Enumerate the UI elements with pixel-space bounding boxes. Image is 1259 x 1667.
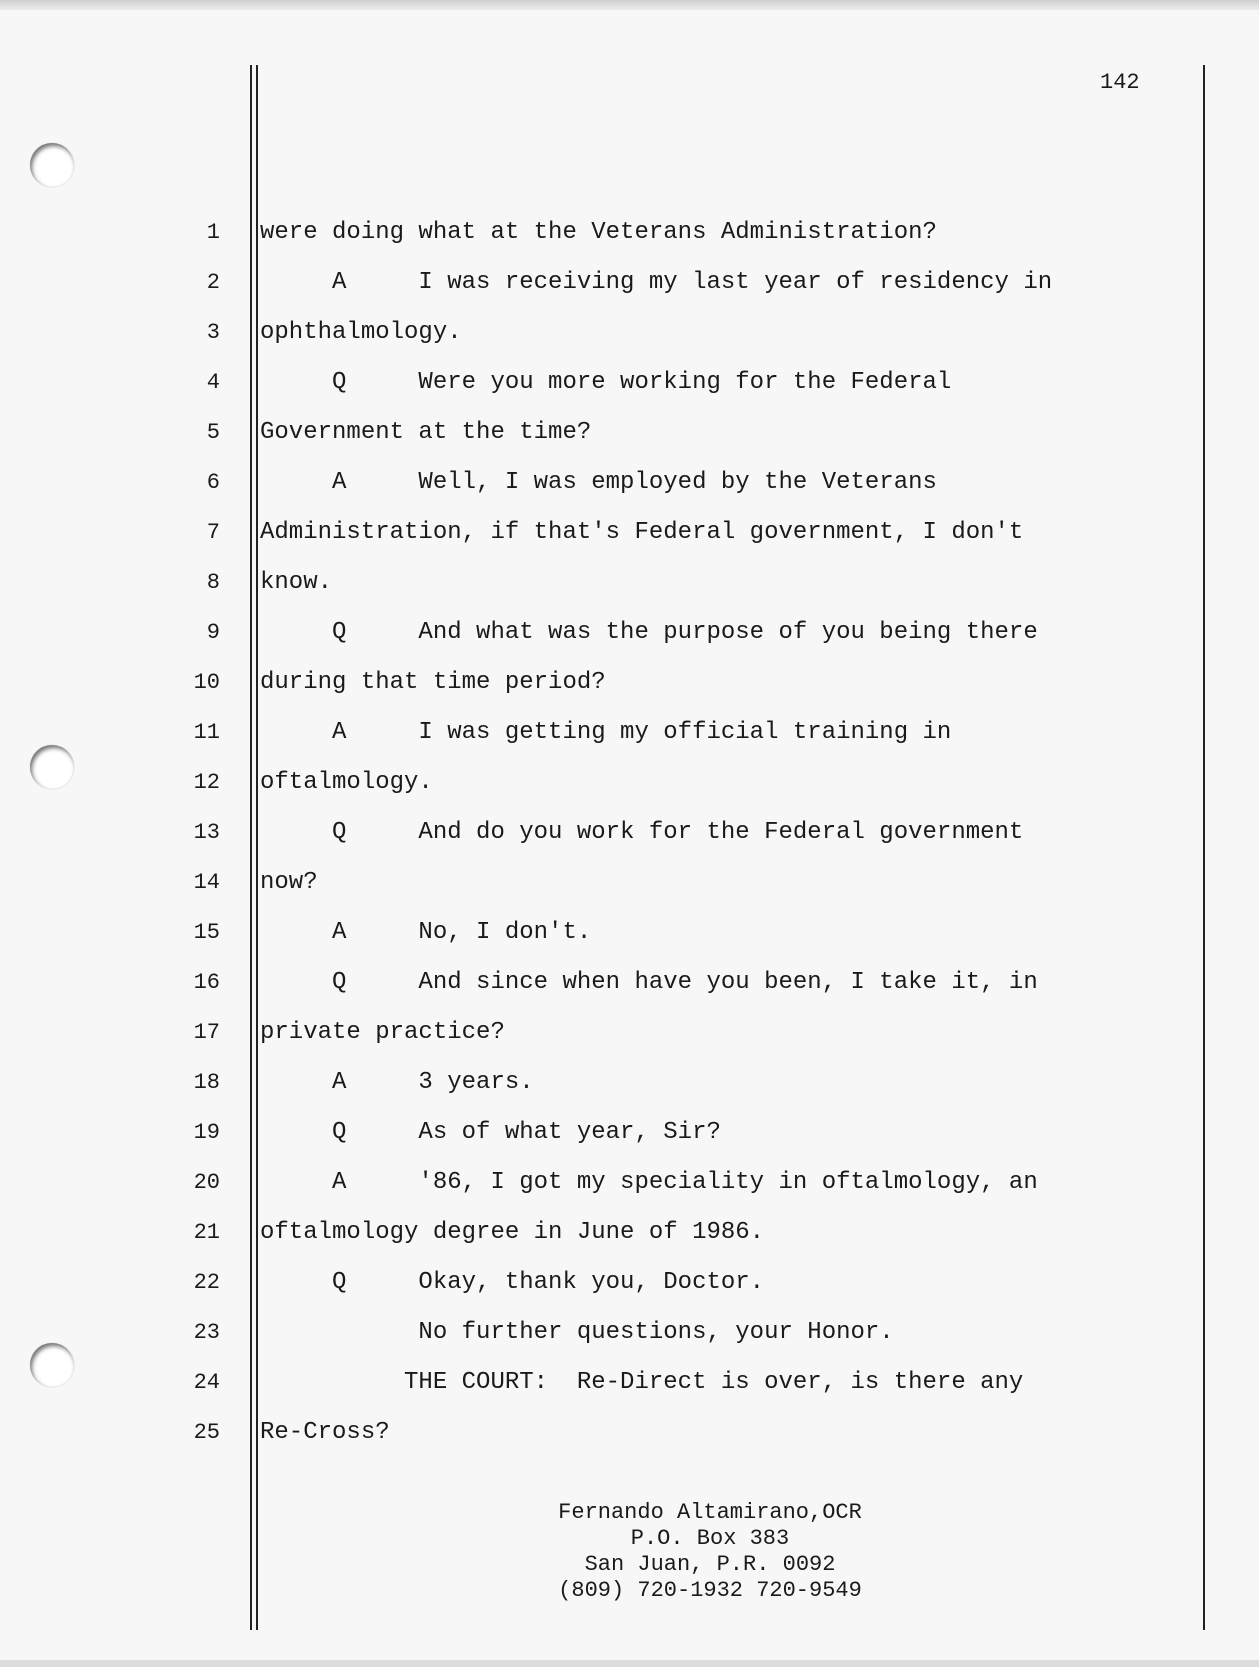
line-number: 8 [206,570,220,595]
transcript-line: ophthalmology. [260,319,462,346]
reporter-name: Fernando Altamirano,OCR [558,1500,862,1525]
line-number: 22 [193,1270,220,1295]
left-margin-rule-outer [250,65,252,1630]
line-number: 20 [193,1170,220,1195]
transcript-line: Q Okay, thank you, Doctor. [260,1269,765,1296]
line-number: 2 [206,270,220,295]
transcript-line: Q And what was the purpose of you being there [260,619,1038,646]
line-number: 25 [193,1420,220,1445]
transcript-line: THE COURT: Re-Direct is over, is there any [260,1369,1024,1396]
transcript-line: Q As of what year, Sir? [260,1119,721,1146]
transcript-line: oftalmology. [260,769,433,796]
transcript-line: were doing what at the Veterans Administration? [260,219,937,246]
line-number: 16 [193,970,220,995]
transcript-line: A I was getting my official training in [260,719,952,746]
transcript-line: now? [260,869,318,896]
line-number: 1 [206,220,220,245]
transcript-line: Re-Cross? [260,1419,390,1446]
line-number: 7 [206,520,220,545]
line-number: 23 [193,1320,220,1345]
line-number: 3 [206,320,220,345]
line-number: 19 [193,1120,220,1145]
transcript-line: private practice? [260,1019,505,1046]
reporter-footer [430,1500,990,1604]
transcript-line: Q Were you more working for the Federal [260,369,952,396]
transcript-line: know. [260,569,333,596]
transcript-line: during that time period? [260,669,606,696]
left-margin-rule-inner [256,65,258,1630]
line-number: 18 [193,1070,220,1095]
transcript-line: Q And do you work for the Federal government [260,819,1024,846]
line-number: 4 [206,370,220,395]
line-number: 21 [193,1220,220,1245]
line-number: 6 [206,470,220,495]
page-number: 142 [1100,70,1140,95]
line-number: 11 [193,720,220,745]
line-number-column [160,218,220,1468]
right-margin-rule [1203,65,1205,1630]
line-number: 12 [193,770,220,795]
scan-bottom-edge [0,1660,1259,1667]
transcript-line: Government at the time? [260,419,592,446]
reporter-phones: (809) 720-1932 720-9549 [558,1578,862,1603]
transcript-line: No further questions, your Honor. [260,1319,894,1346]
transcript-line: A I was receiving my last year of residency in [260,269,1053,296]
reporter-city: San Juan, P.R. 0092 [584,1552,836,1577]
line-number: 24 [193,1370,220,1395]
line-number: 10 [193,670,220,695]
transcript-body [260,218,1140,1468]
scan-top-edge [0,0,1259,10]
line-number: 17 [193,1020,220,1045]
line-number: 13 [193,820,220,845]
transcript-line: oftalmology degree in June of 1986. [260,1219,765,1246]
transcript-line: A 3 years. [260,1069,534,1096]
line-number: 14 [193,870,220,895]
binder-hole-bottom [30,1343,74,1387]
binder-hole-top [30,143,74,187]
transcript-line: A Well, I was employed by the Veterans [260,469,937,496]
transcript-line: Administration, if that's Federal government, I don't [260,519,1024,546]
line-number: 15 [193,920,220,945]
line-number: 9 [206,620,220,645]
reporter-po-box: P.O. Box 383 [630,1526,790,1551]
binder-hole-middle [30,745,74,789]
transcript-line: A No, I don't. [260,919,592,946]
transcript-line: A '86, I got my speciality in oftalmology, an [260,1169,1038,1196]
line-number: 5 [206,420,220,445]
transcript-line: Q And since when have you been, I take it, in [260,969,1038,996]
